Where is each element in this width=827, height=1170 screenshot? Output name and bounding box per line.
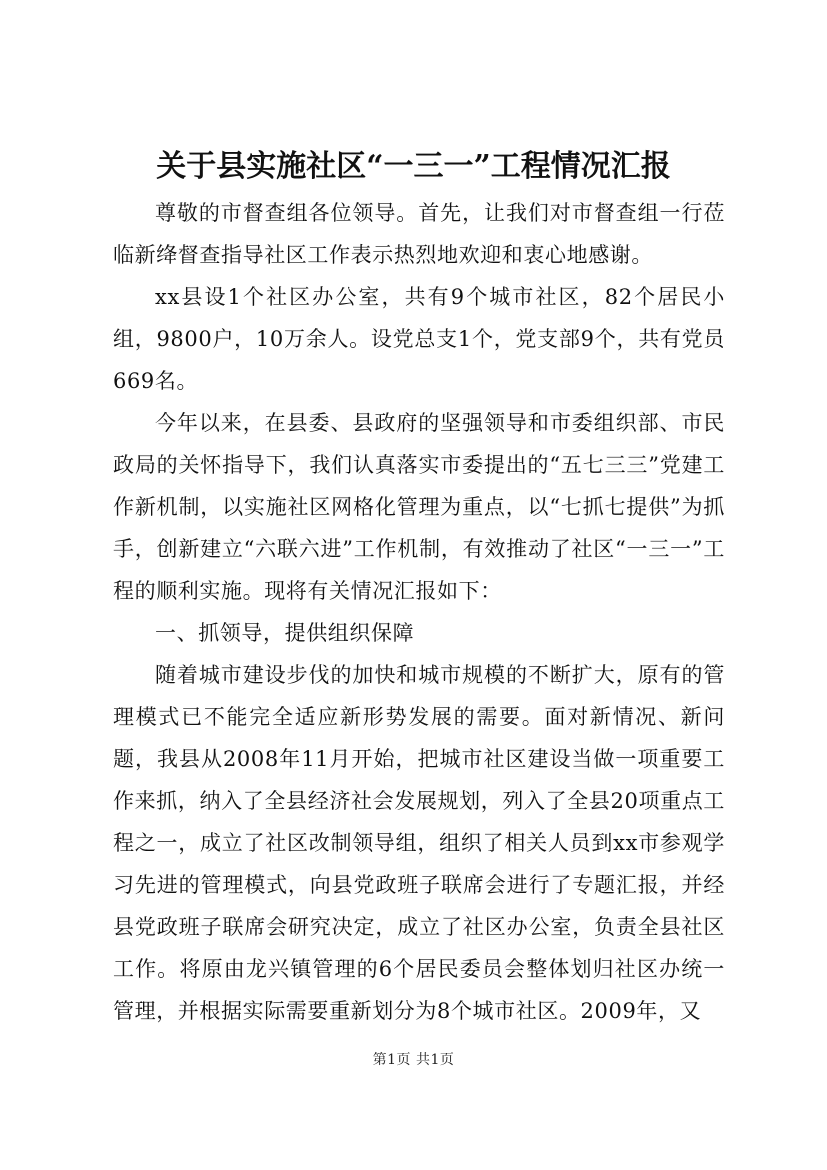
document-body [113, 192, 725, 1032]
overview-paragraph: xx县设1个社区办公室，共有9个城市社区，82个居民小组，9800户，10万余人。设党总支1个，党支部9个，共有党员669名。 [113, 285, 725, 393]
section-heading: 一、抓领导，提供组织保障 [155, 621, 415, 645]
page-footer: 第1页 共1页 [372, 1052, 455, 1068]
intro-paragraph: 今年以来，在县委、县政府的坚强领导和市委组织部、市民政局的关怀指导下，我们认真落实市委提出的“五七三三”党建工作新机制，以实施社区网格化管理为重点，以“七抓七提供”为抓手，创新建立“六联六进”工作机制，有效推动了社区“一三一”工程的顺利实施。现将有关情况汇报如下： [113, 411, 725, 603]
greeting-paragraph: 尊敬的市督查组各位领导。首先，让我们对市督查组一行莅临新绛督查指导社区工作表示热烈地欢迎和衷心地感谢。 [113, 201, 725, 267]
section-paragraph: 随着城市建设步伐的加快和城市规模的不断扩大，原有的管理模式已不能完全适应新形势发展的需要。面对新情况、新问题，我县从2008年11月开始，把城市社区建设当做一项重要工作来抓，纳入了全县经济社会发展规划，列入了全县20项重点工程之一，成立了社区改制领导组，组织了相关人员到xx市参观学习先进的管理模式，向县党政班子联席会进行了专题汇报，并经县党政班子联席会研究决定，成立了社区办公室，负责全县社区工作。将原由龙兴镇管理的6个居民委员会整体划归社区办统一管理，并根据实际需要重新划分为8个城市社区。2009年，又 [113, 663, 725, 1023]
document-title: 关于县实施社区“一三一”工程情况汇报 [156, 149, 671, 184]
